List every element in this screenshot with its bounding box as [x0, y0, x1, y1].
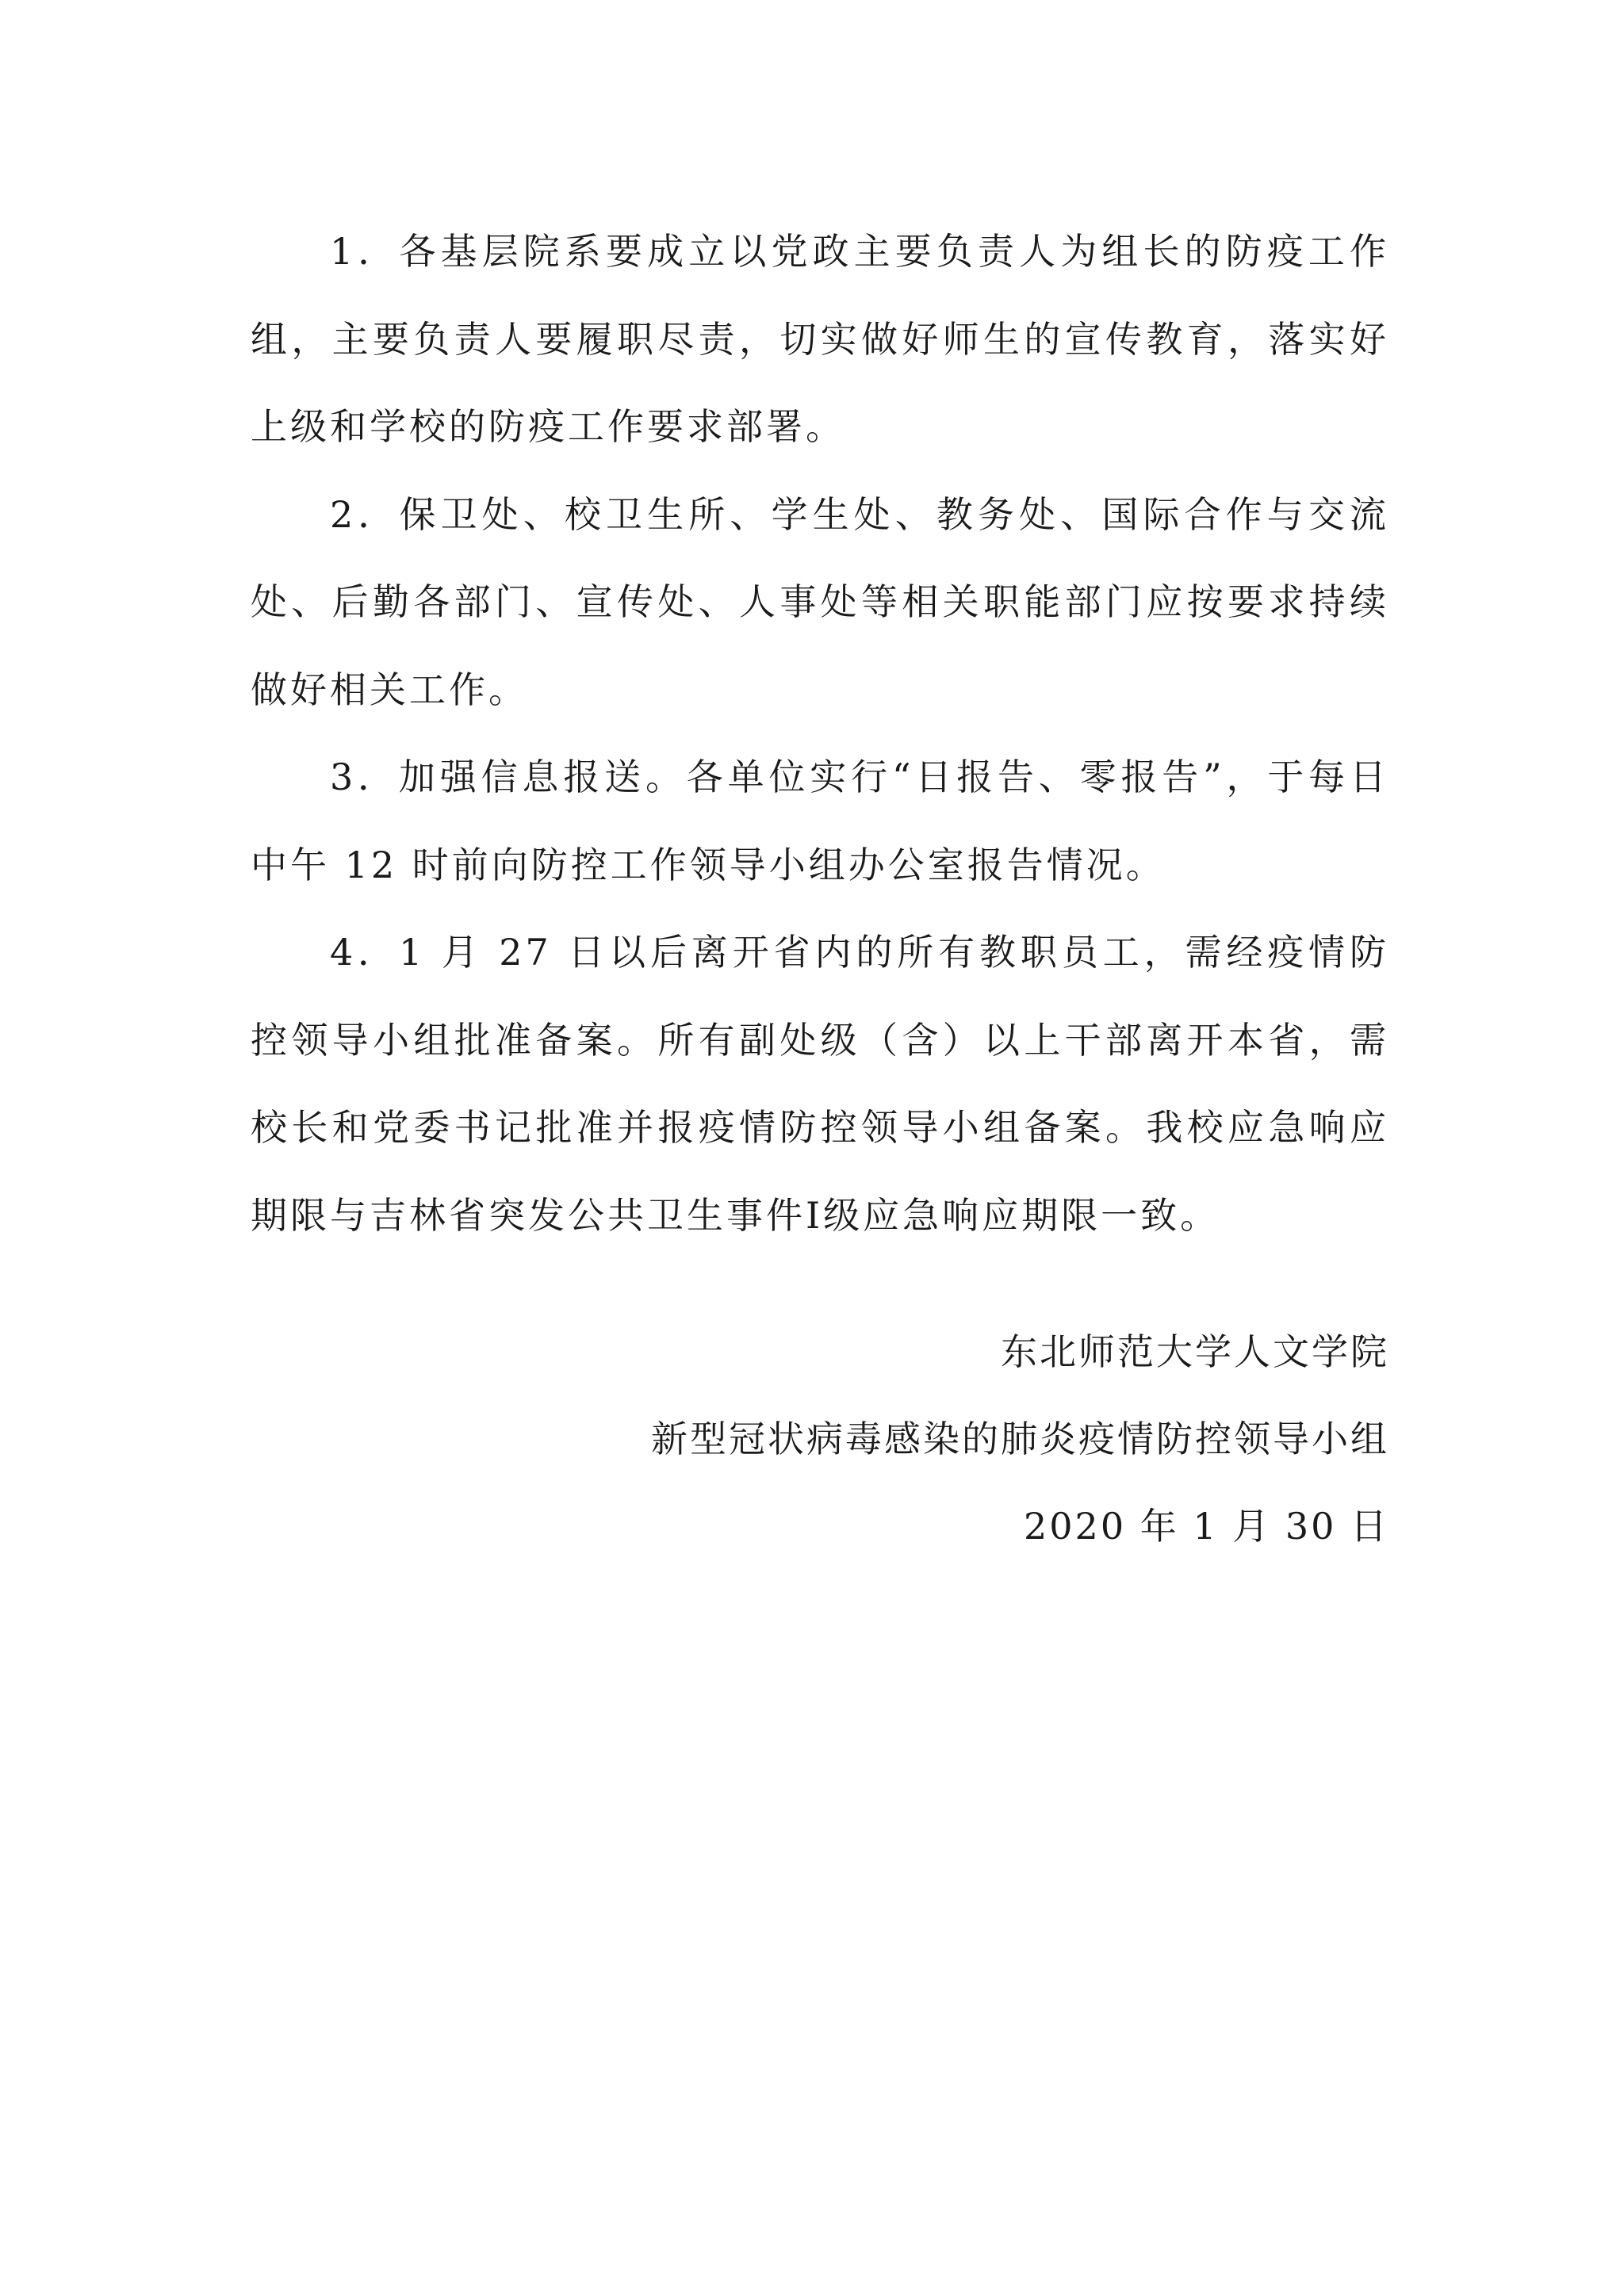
paragraph-1: 1．各基层院系要成立以党政主要负责人为组长的防疫工作组，主要负责人要履职尽责，切实做好师生的宣传教育，落实好上级和学校的防疫工作要求部署。: [251, 230, 1389, 448]
signature-organization: 东北师范大学人文学院: [1001, 1330, 1389, 1373]
document-body: [251, 208, 1389, 1259]
signature-block: [651, 1308, 1389, 1570]
signature-group: 新型冠状病毒感染的肺炎疫情防控领导小组: [651, 1418, 1389, 1460]
paragraph-2: 2．保卫处、校卫生所、学生处、教务处、国际合作与交流处、后勤各部门、宣传处、人事处等相关职能部门应按要求持续做好相关工作。: [251, 492, 1389, 711]
signature-date: 2020 年 1 月 30 日: [1024, 1505, 1389, 1548]
paragraph-3: 3．加强信息报送。各单位实行“日报告、零报告”，于每日中午 12 时前向防控工作领导小组办公室报告情况。: [251, 756, 1389, 886]
paragraph-4: 4．1 月 27 日以后离开省内的所有教职员工，需经疫情防控领导小组批准备案。所有副处级（含）以上干部离开本省，需校长和党委书记批准并报疫情防控领导小组备案。我校应急响应期限与吉林省突发公共卫生事件Ⅰ级应急响应期限一致。: [251, 931, 1389, 1237]
